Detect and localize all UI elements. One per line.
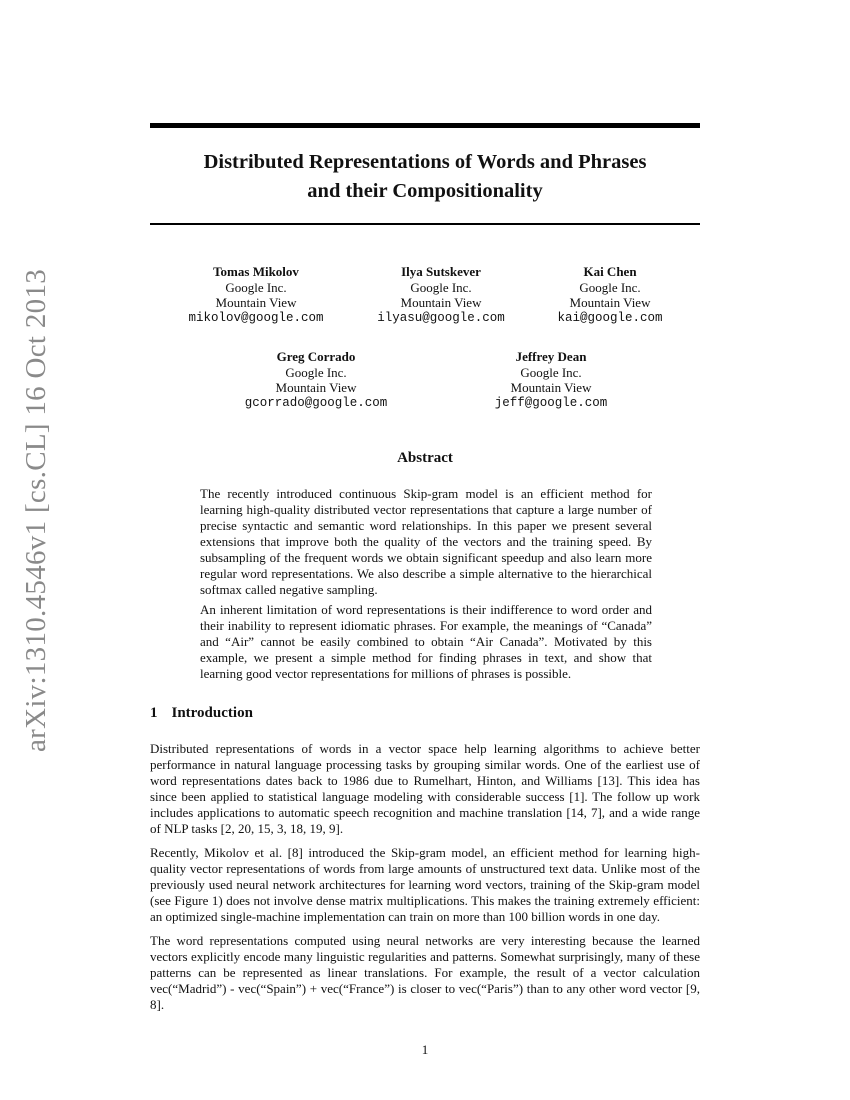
author-name: Tomas Mikolov	[213, 264, 299, 279]
author-email: gcorrado@google.com	[244, 395, 388, 410]
author-location: Mountain View	[400, 295, 482, 310]
arxiv-identifier-stamp	[10, 268, 64, 752]
author-name: Greg Corrado	[276, 349, 356, 364]
abstract-paragraph: An inherent limitation of word representations is their indifference to word order and their inability to represent idiomatic phrases. For example, the meanings of “Canada” and “Air” cannot be easily combined to obtain “Air Canada”. Motivated by this example, we present a simple method for finding phrases in text, and show that learning good vector representations for millions of phrases is possible.	[200, 602, 652, 681]
paper-title-line-1: Distributed Representations of Words and Phrases	[203, 151, 647, 173]
author-block-mikolov	[161, 264, 351, 326]
author-name: Jeffrey Dean	[515, 349, 587, 364]
author-location: Mountain View	[510, 380, 592, 395]
author-affiliation: Google Inc.	[410, 279, 472, 295]
author-block-sutskever	[346, 264, 536, 326]
author-location: Mountain View	[569, 295, 651, 310]
title-rule-top	[150, 123, 700, 128]
title-rule-bottom	[150, 223, 700, 225]
author-block-dean	[456, 349, 646, 411]
body-paragraph: Distributed representations of words in a vector space help learning algorithms to achieve better performance in natural language processing tasks by grouping similar words. One of the earliest use of word representations dates back to 1986 due to Rumelhart, Hinton, and Williams [13]. This idea has since been applied to statistical language modeling with considerable success [1]. The follow up work includes applications to automatic speech recognition and machine translation [14, 7], and a wide range of NLP tasks [2, 20, 15, 3, 18, 19, 9].	[150, 741, 700, 836]
paper-title	[150, 148, 700, 206]
author-name: Kai Chen	[583, 264, 637, 279]
author-affiliation: Google Inc.	[520, 364, 582, 380]
abstract-body	[200, 486, 652, 686]
abstract-paragraph: The recently introduced continuous Skip-gram model is an efficient method for learning high-quality distributed vector representations that capture a large number of precise syntactic and semantic word relationships. In this paper we present several extensions that improve both the quality of the vectors and the training speed. By subsampling of the frequent words we obtain significant speedup and also learn more regular word representations. We also describe a simple alternative to the hierarchical softmax called negative sampling.	[200, 486, 652, 597]
author-block-chen	[515, 264, 705, 326]
paper-title-line-2: and their Compositionality	[307, 180, 543, 202]
section-number: 1	[150, 705, 158, 721]
author-email: ilyasu@google.com	[377, 310, 505, 325]
author-email: kai@google.com	[557, 310, 663, 325]
author-location: Mountain View	[275, 380, 357, 395]
author-block-corrado	[221, 349, 411, 411]
section-title: Introduction	[171, 705, 253, 721]
section-heading-introduction	[150, 705, 253, 722]
introduction-body	[150, 741, 700, 1021]
arxiv-identifier-text: arXiv:1310.4546v1 [cs.CL] 16 Oct 2013	[20, 268, 53, 752]
author-email: mikolov@google.com	[188, 310, 324, 325]
body-paragraph: Recently, Mikolov et al. [8] introduced the Skip-gram model, an efficient method for learning high-quality vector representations of words from large amounts of unstructured text data. Unlike most of the previously used neural network architectures for learning word vectors, training of the Skip-gram model (see Figure 1) does not involve dense matrix multiplications. This makes the training extremely efficient: an optimized single-machine implementation can train on more than 100 billion words in one day.	[150, 845, 700, 924]
body-paragraph: The word representations computed using neural networks are very interesting because the learned vectors explicitly encode many linguistic regularities and patterns. Somewhat surprisingly, many of these patterns can be represented as linear translations. For example, the result of a vector calculation vec(“Madrid”) - vec(“Spain”) + vec(“France”) is closer to vec(“Paris”) than to any other word vector [9, 8].	[150, 933, 700, 1012]
page-number: 1	[421, 1042, 429, 1057]
author-affiliation: Google Inc.	[225, 279, 287, 295]
author-affiliation: Google Inc.	[285, 364, 347, 380]
author-location: Mountain View	[215, 295, 297, 310]
author-name: Ilya Sutskever	[401, 264, 481, 279]
author-email: jeff@google.com	[494, 395, 608, 410]
abstract-heading: Abstract	[397, 450, 453, 466]
author-affiliation: Google Inc.	[579, 279, 641, 295]
